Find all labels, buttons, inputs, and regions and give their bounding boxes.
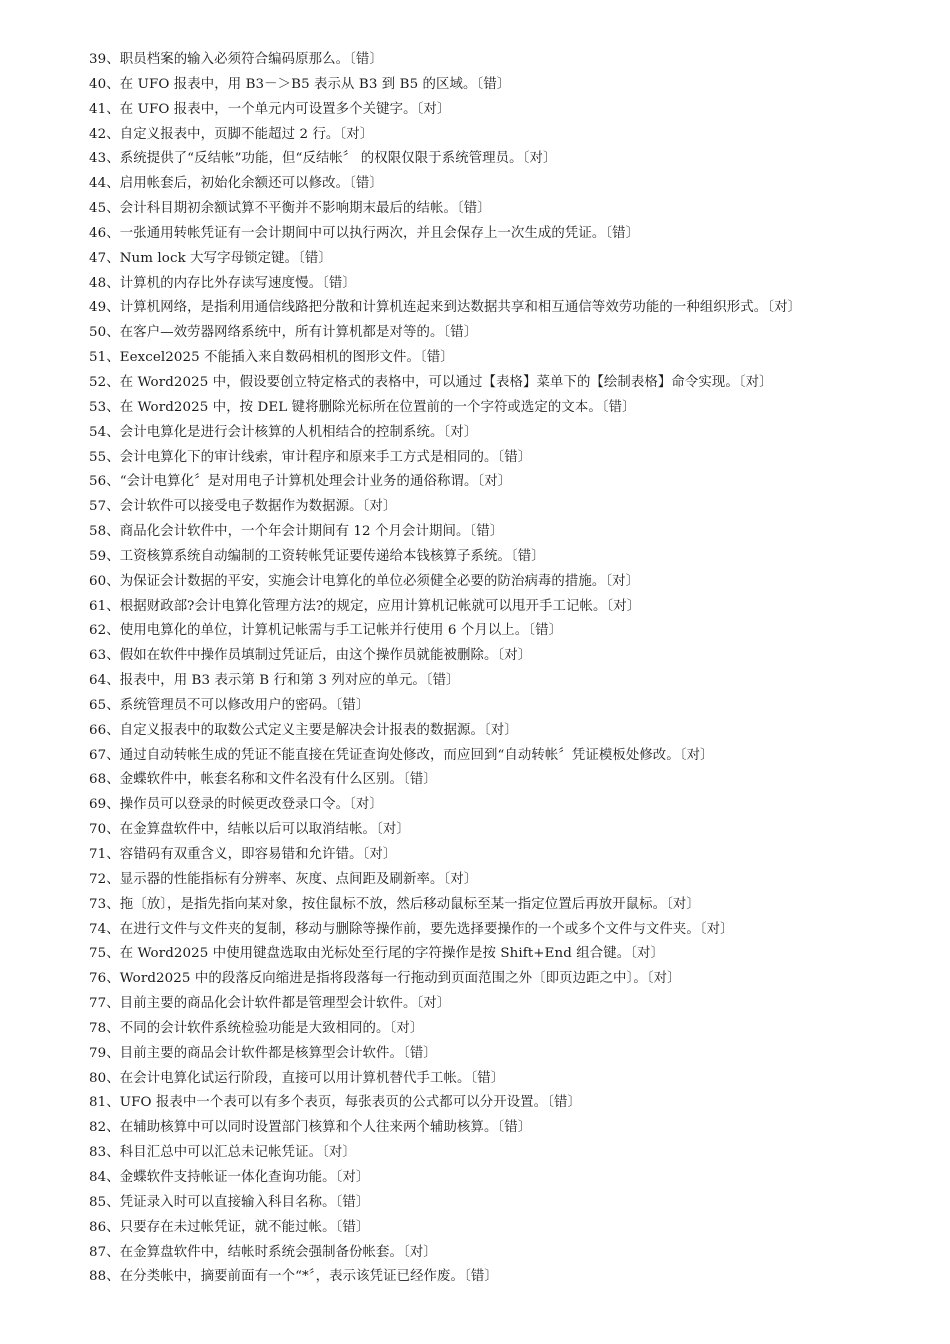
list-item: 52、在 Word2025 中，假设要创立特定格式的表格中，可以通过【表格】菜单下的【绘制表格】命令实现。〔对〕 xyxy=(89,374,773,390)
list-item: 68、金蝶软件中，帐套名称和文件名没有什么区别。〔错〕 xyxy=(89,772,437,788)
list-item: 63、假如在软件中操作员填制过凭证后，由这个操作员就能被删除。〔对〕 xyxy=(89,648,532,664)
list-item: 79、目前主要的商品会计软件都是核算型会计软件。〔错〕 xyxy=(89,1045,437,1061)
list-item: 88、在分类帐中，摘要前面有一个“*〞，表示该凭证已经作废。〔错〕 xyxy=(89,1269,498,1285)
list-item: 82、在辅助核算中可以同时设置部门核算和个人往来两个辅助核算。〔错〕 xyxy=(89,1120,532,1136)
list-item: 81、UFO 报表中一个表可以有多个表页，每张表页的公式都可以分开设置。〔错〕 xyxy=(89,1095,581,1111)
list-item: 75、在 Word2025 中使用键盘选取由光标处至行尾的字符操作是按 Shift+End 组合键。〔对〕 xyxy=(89,946,664,962)
question-list xyxy=(89,48,939,1290)
list-item: 78、不同的会计软件系统检验功能是大致相同的。〔对〕 xyxy=(89,1020,424,1036)
list-item: 66、自定义报表中的取数公式定义主要是解决会计报表的数据源。〔对〕 xyxy=(89,722,518,738)
list-item: 77、目前主要的商品化会计软件都是管理型会计软件。〔对〕 xyxy=(89,996,451,1012)
list-item: 76、Word2025 中的段落反向缩进是指将段落每一行拖动到页面范围之外〔即页边距之中〕。〔对〕 xyxy=(89,971,681,987)
list-item: 39、职员档案的输入必须符合编码原那么。〔错〕 xyxy=(89,52,383,67)
list-item: 54、会计电算化是进行会计核算的人机相结合的控制系统。〔对〕 xyxy=(89,424,478,440)
list-item: 61、根据财政部?会计电算化管理方法?的规定，应用计算机记帐就可以甩开手工记帐。〔对〕 xyxy=(89,598,641,614)
list-item: 85、凭证录入时可以直接输入科目名称。〔错〕 xyxy=(89,1194,370,1210)
list-item: 83、科目汇总中可以汇总未记帐凭证。〔对〕 xyxy=(89,1145,356,1161)
list-item: 40、在 UFO 报表中，用 B3－＞B5 表示从 B3 到 B5 的区域。〔错〕 xyxy=(89,76,511,92)
list-item: 41、在 UFO 报表中，一个单元内可设置多个关键字。〔对〕 xyxy=(89,101,451,117)
list-item: 74、在进行文件与文件夹的复制，移动与删除等操作前，要先选择要操作的一个或多个文件与文件夹。〔对〕 xyxy=(89,921,734,937)
list-item: 69、操作员可以登录的时候更改登录口令。〔对〕 xyxy=(89,797,383,813)
list-item: 80、在会计电算化试运行阶段，直接可以用计算机替代手工帐。〔错〕 xyxy=(89,1070,505,1086)
list-item: 64、报表中，用 B3 表示第 B 行和第 3 列对应的单元。〔错〕 xyxy=(89,673,460,689)
list-item: 45、会计科目期初余额试算不平衡并不影响期末最后的结帐。〔错〕 xyxy=(89,201,491,217)
list-item: 57、会计软件可以接受电子数据作为数据源。〔对〕 xyxy=(89,499,397,515)
list-item: 49、计算机网络，是指利用通信线路把分散和计算机连起来到达数据共享和相互通信等效劳功能的一种组织形式。〔对〕 xyxy=(89,300,802,316)
list-item: 70、在金算盘软件中，结帐以后可以取消结帐。〔对〕 xyxy=(89,822,410,838)
list-item: 67、通过自动转帐生成的凭证不能直接在凭证查询处修改，而应回到“自动转帐〞凭证模板处修改。〔对〕 xyxy=(89,747,714,763)
list-item: 84、金蝶软件支持帐证一体化查询功能。〔对〕 xyxy=(89,1169,370,1185)
list-item: 72、显示器的性能指标有分辨率、灰度、点间距及刷新率。〔对〕 xyxy=(89,871,478,887)
list-item: 60、为保证会计数据的平安，实施会计电算化的单位必须健全必要的防治病毒的措施。〔对〕 xyxy=(89,573,640,589)
list-item: 86、只要存在未过帐凭证，就不能过帐。〔错〕 xyxy=(89,1219,370,1235)
list-item: 59、工资核算系统自动编制的工资转帐凭证要传递给本钱核算子系统。〔错〕 xyxy=(89,548,545,564)
list-item: 47、Num lock 大写字母锁定键。〔错〕 xyxy=(89,250,332,266)
list-item: 62、使用电算化的单位，计算机记帐需与手工记帐并行使用 6 个月以上。〔错〕 xyxy=(89,623,563,639)
list-item: 50、在客户—效劳器网络系统中，所有计算机都是对等的。〔错〕 xyxy=(89,325,478,341)
list-item: 55、会计电算化下的审计线索，审计程序和原来手工方式是相同的。〔错〕 xyxy=(89,449,532,465)
list-item: 42、自定义报表中，页脚不能超过 2 行。〔对〕 xyxy=(89,126,374,142)
list-item: 71、容错码有双重含义，即容易错和允许错。〔对〕 xyxy=(89,847,397,862)
list-item: 51、Eexcel2025 不能插入来自数码相机的图形文件。〔错〕 xyxy=(89,350,454,366)
list-item: 73、拖〔放〕，是指先指向某对象，按住鼠标不放，然后移动鼠标至某一指定位置后再放开鼠标。〔对〕 xyxy=(89,896,700,912)
list-item: 53、在 Word2025 中，按 DEL 键将删除光标所在位置前的一个字符或选定的文本。〔错〕 xyxy=(89,399,636,415)
list-item: 87、在金算盘软件中，结帐时系统会强制备份帐套。〔对〕 xyxy=(89,1244,437,1260)
list-item: 56、“会计电算化〞是对用电子计算机处理会计业务的通俗称谓。〔对〕 xyxy=(89,474,512,490)
list-item: 65、系统管理员不可以修改用户的密码。〔错〕 xyxy=(89,697,370,713)
list-item: 58、商品化会计软件中，一个年会计期间有 12 个月会计期间。〔错〕 xyxy=(89,524,504,540)
list-item: 46、一张通用转帐凭证有一会计期间中可以执行两次，并且会保存上一次生成的凭证。〔错〕 xyxy=(89,225,640,241)
list-item: 44、启用帐套后，初始化余额还可以修改。〔错〕 xyxy=(89,176,383,192)
list-item: 48、计算机的内存比外存读写速度慢。〔错〕 xyxy=(89,275,356,291)
list-item: 43、系统提供了“反结帐”功能，但“反结帐〞 的权限仅限于系统管理员。〔对〕 xyxy=(89,151,557,167)
